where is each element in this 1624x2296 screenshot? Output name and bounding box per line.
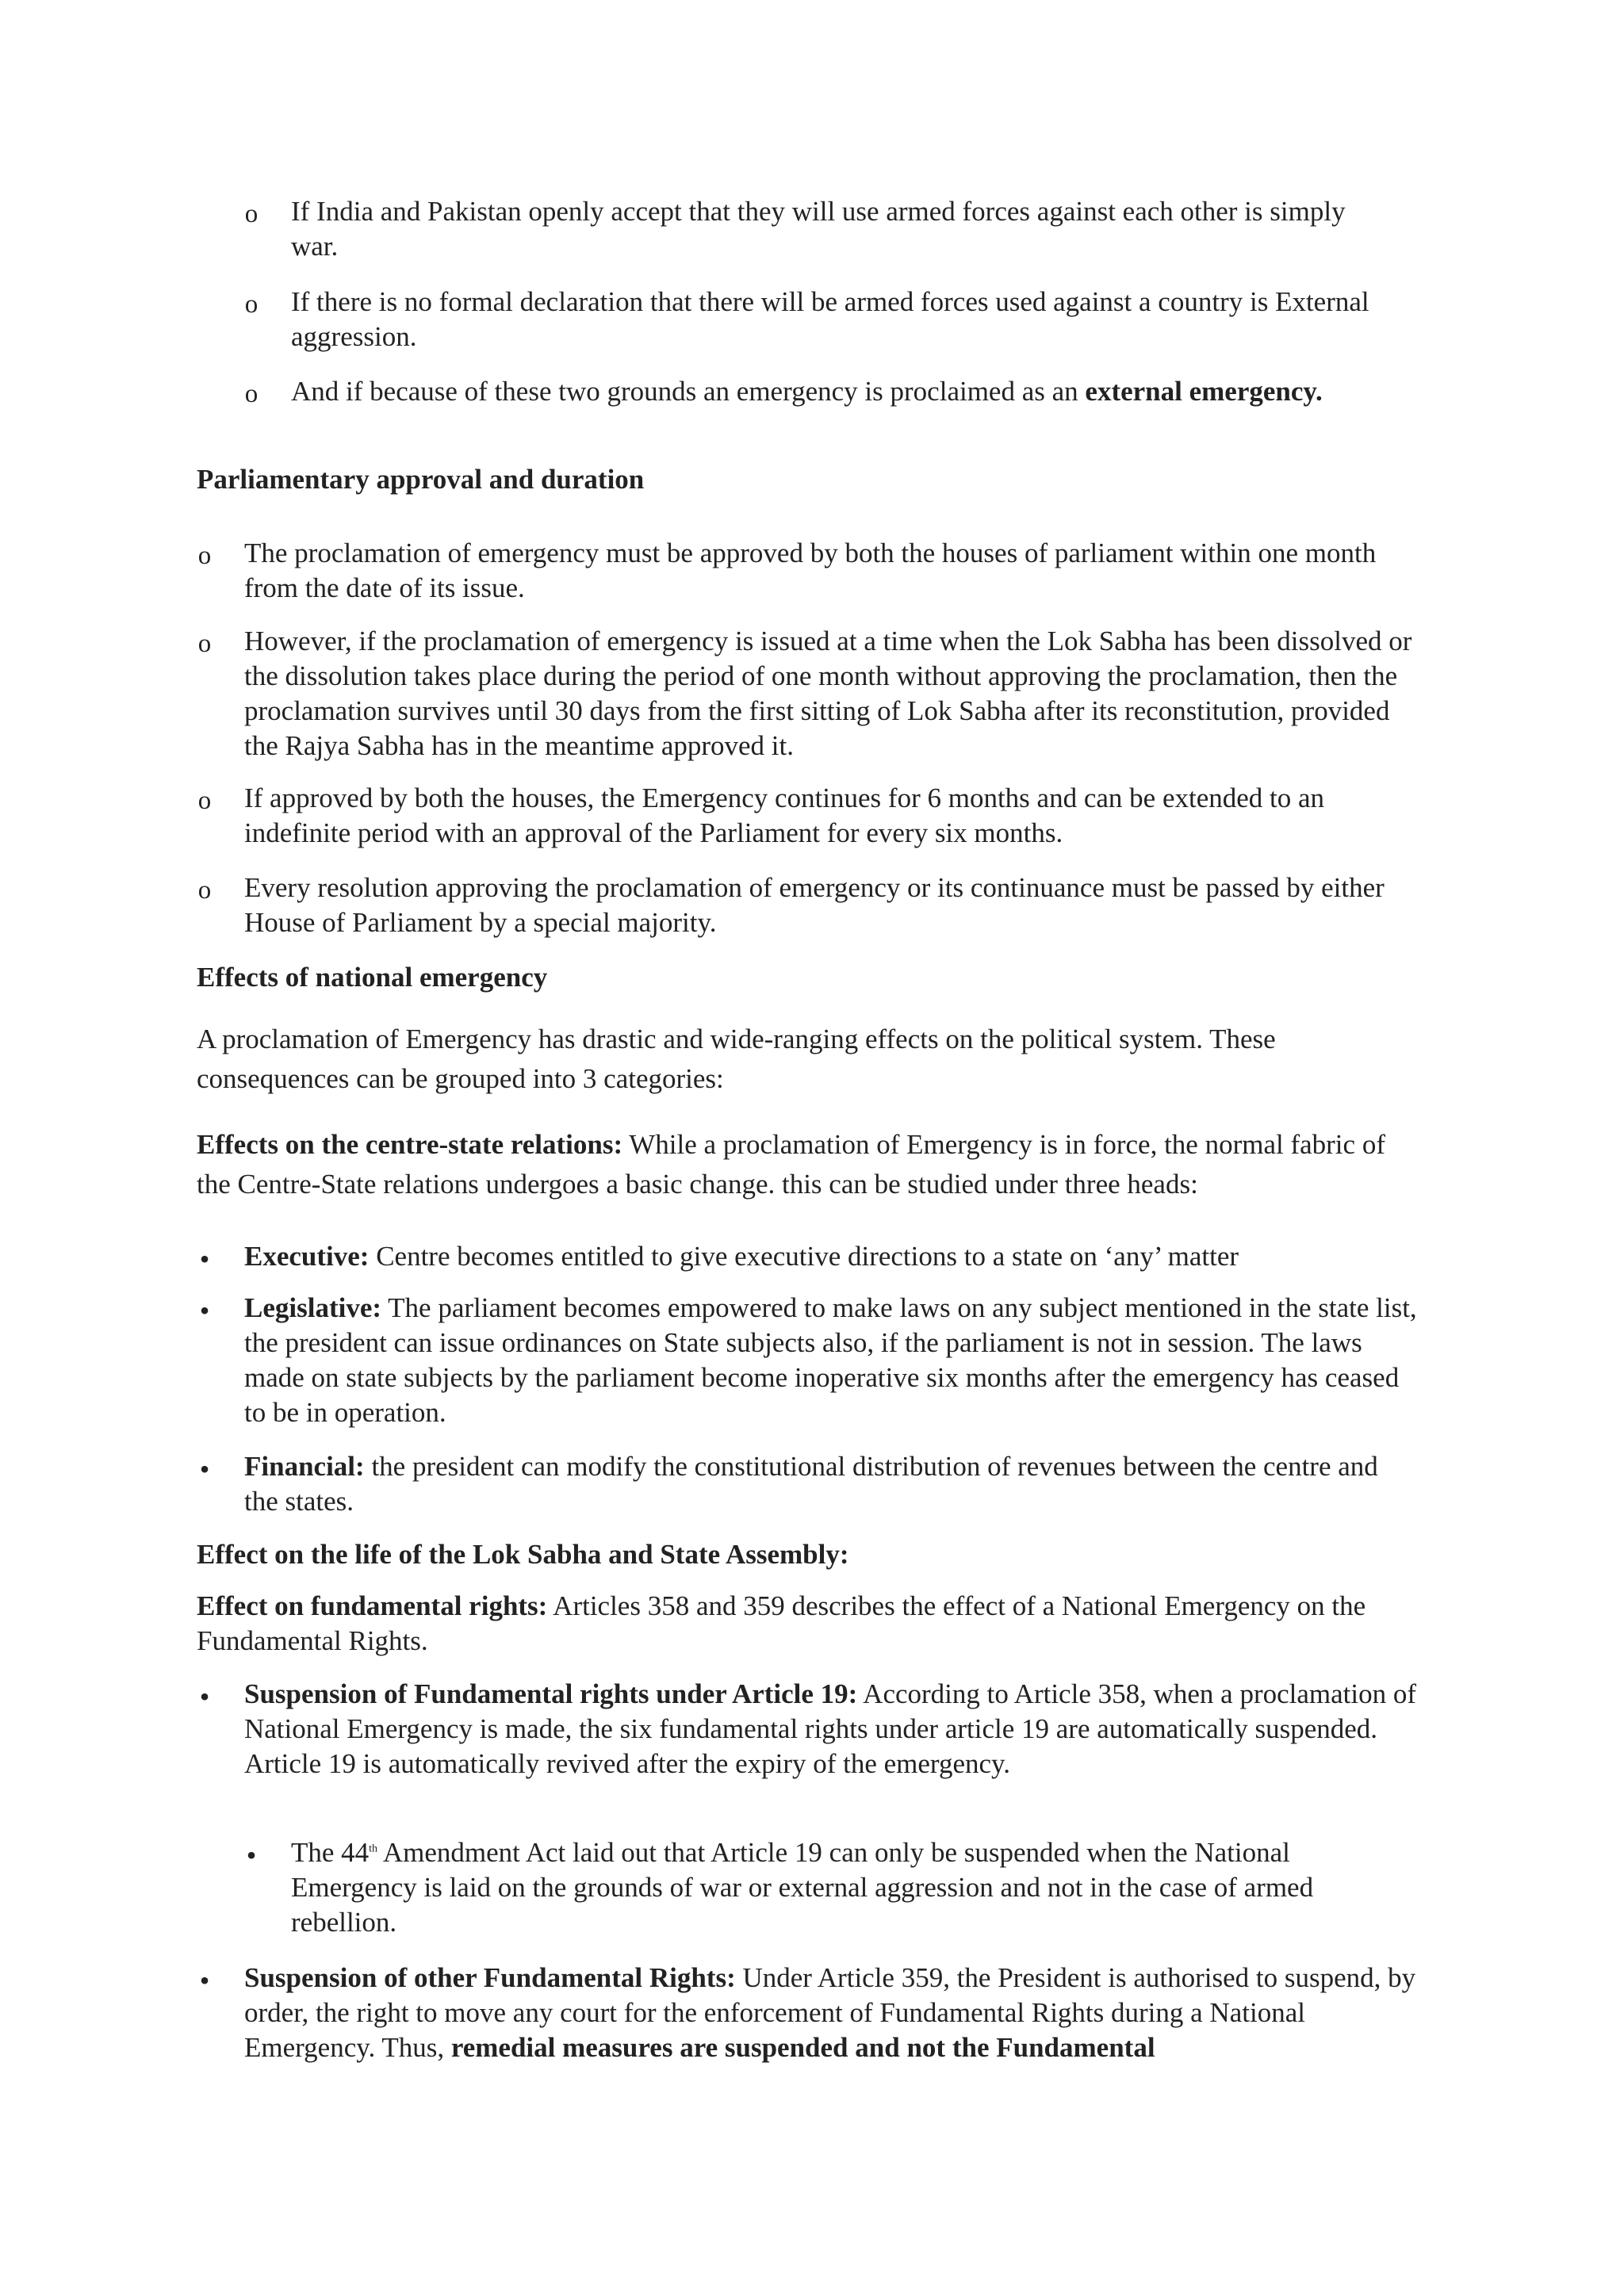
list-item: Financial: the president can modify the constitutional distribution of revenues between the centre and the states.	[244, 1451, 1378, 1517]
list-item: And if because of these two grounds an emergency is proclaimed as an external emergency.	[291, 376, 1323, 407]
sub-bullet-marker: o	[244, 380, 259, 408]
list-item: Legislative: The parliament becomes empowered to make laws on any subject mentioned in the state list, the president can issue ordinances on State subjects also, if the parliament is not in session. The laws made on state subjects by the parliament become inoperative six months after the emergency has ceased to be in operation.	[244, 1292, 1417, 1428]
sub-bullet-marker: o	[244, 290, 259, 319]
paragraph: Effect on fundamental rights: Articles 358 and 359 describes the effect of a National Emergency on the Fundamental Rights.	[197, 1590, 1366, 1656]
section-heading: Effects of national emergency	[197, 962, 548, 993]
sub-bullet-marker: o	[197, 876, 212, 905]
section-heading: Parliamentary approval and duration	[197, 464, 645, 495]
paragraph: A proclamation of Emergency has drastic and wide-ranging effects on the political system. These consequences can be grouped into 3 categories:	[197, 1024, 1276, 1094]
sub-bullet-marker: o	[197, 629, 212, 658]
list-item: Executive: Centre becomes entitled to give executive directions to a state on ‘any’ matter	[244, 1241, 1239, 1272]
list-item: Every resolution approving the proclamation of emergency or its continuance must be passed by either House of Parliament by a special majority.	[244, 872, 1385, 938]
list-item: Suspension of other Fundamental Rights: Under Article 359, the President is authorised to suspend, by order, the right to move any court for the enforcement of Fundamental Rights during a National Emergency. Thus, remedial measures are suspended and not the Fundamental	[244, 1962, 1416, 2063]
list-item: The 44th Amendment Act laid out that Article 19 can only be suspended when the National Emergency is laid on the grounds of war or external aggression and not in the case of armed rebellion.	[291, 1837, 1314, 1938]
list-item: If approved by both the houses, the Emergency continues for 6 months and can be extended to an indefinite period with an approval of the Parliament for every six months.	[244, 783, 1325, 848]
list-item: However, if the proclamation of emergency is issued at a time when the Lok Sabha has been dissolved or the dissolution takes place during the period of one month without approving the proclamation, then the proclamation survives until 30 days from the first sitting of Lok Sabha after its reconstitution, provided the Rajya Sabha has in the meantime approved it.	[244, 626, 1412, 761]
bullet-marker: •	[199, 1243, 210, 1275]
bullet-marker: •	[199, 1681, 210, 1712]
bullet-marker: •	[246, 1839, 257, 1871]
list-item: The proclamation of emergency must be approved by both the houses of parliament within one month from the date of its issue.	[244, 538, 1377, 603]
sub-bullet-marker: o	[197, 786, 212, 815]
sub-bullet-marker: o	[197, 541, 212, 570]
sub-bullet-marker: o	[244, 200, 259, 228]
list-item: If India and Pakistan openly accept that they will use armed forces against each other is simply war.	[291, 196, 1346, 262]
section-heading: Effect on the life of the Lok Sabha and State Assembly:	[197, 1539, 849, 1570]
list-item: If there is no formal declaration that there will be armed forces used against a country is External aggression.	[291, 286, 1369, 352]
list-item: Suspension of Fundamental rights under Article 19: According to Article 358, when a proclamation of National Emergency is made, the six fundamental rights under article 19 are automatically suspended. Article 19 is automatically revived after the expiry of the emergency.	[244, 1678, 1417, 1779]
paragraph: Effects on the centre-state relations: While a proclamation of Emergency is in force, the normal fabric of the Centre-State relations undergoes a basic change. this can be studied under three heads:	[197, 1129, 1385, 1200]
bullet-marker: •	[199, 1295, 210, 1326]
bullet-marker: •	[199, 1453, 210, 1485]
bullet-marker: •	[199, 1965, 210, 1996]
